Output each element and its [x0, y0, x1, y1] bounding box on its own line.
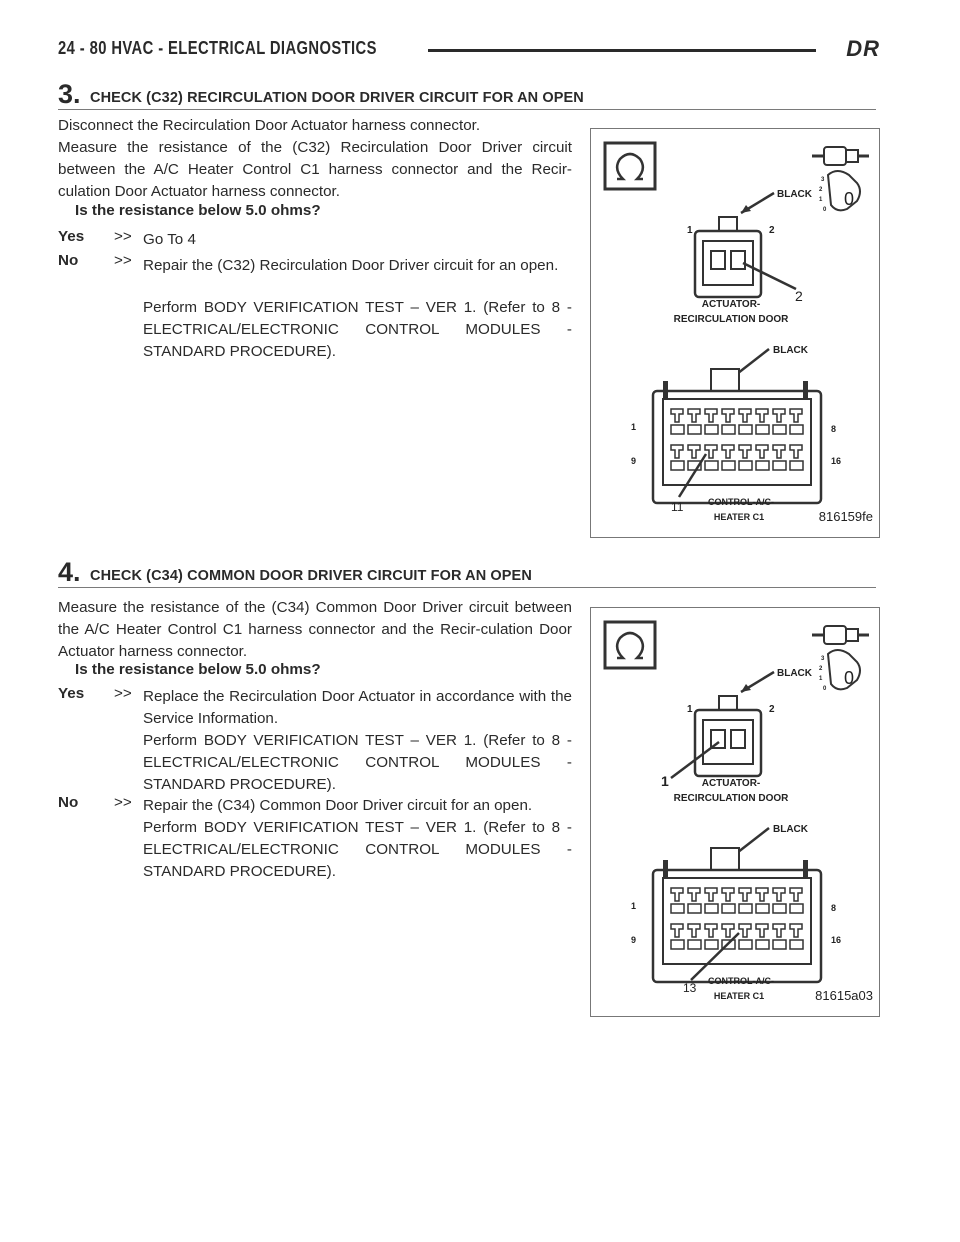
step-3-paragraph-2: Measure the resistance of the (C32) Recirculation Door Driver circuit between the A/C Heater Control C1 harness connector and the Recir-culation Door Actuator harness connector.: [58, 139, 572, 200]
connector-name: RECIRCULATION DOOR: [673, 793, 789, 804]
connector-plug-icon: [824, 626, 846, 644]
answer-arrow: >>: [114, 685, 132, 702]
page-title: 24 - 80 HVAC - ELECTRICAL DIAGNOSTICS: [58, 38, 377, 58]
terminal-cavity: [756, 461, 769, 470]
step-4-paragraph-1: Measure the resistance of the (C34) Common Door Driver circuit between the A/C Heater Control C1 harness connector and the Recir-culation Door Actuator harness connector.: [58, 599, 572, 660]
terminal-cavity: [773, 461, 786, 470]
pin-number: 1: [687, 704, 693, 715]
answer-text: Perform BODY VERIFICATION TEST – VER 1. (Refer to 8 - ELECTRICAL/ELECTRONIC CONTROL MODULES - STANDARD PROCEDURE).: [143, 299, 572, 360]
header-rule: [428, 49, 816, 52]
pin-number: 1: [631, 422, 637, 432]
brand-code: DR: [846, 36, 880, 61]
connector-name: ACTUATOR-: [701, 299, 761, 310]
connector-plug-icon-body: [846, 150, 858, 162]
connector-plug-icon: [824, 147, 846, 165]
answer-text: Replace the Recirculation Door Actuator in accordance with the Service Information.: [143, 688, 572, 727]
answer-arrow: >>: [114, 794, 132, 811]
terminal-cavity: [671, 461, 684, 470]
terminal-cavity: [773, 940, 786, 949]
pin-number: 9: [631, 456, 637, 466]
terminal-cavity: [688, 940, 701, 949]
control-connector-inner: [663, 878, 811, 964]
answer-yes-label: Yes: [58, 685, 85, 702]
control-latch: [711, 369, 739, 391]
probe-pin-label: 2: [795, 288, 803, 304]
step-number: 3.: [58, 79, 81, 109]
step-4-question: Is the resistance below 5.0 ohms?: [75, 661, 321, 678]
dial-digit: 2: [819, 187, 823, 193]
terminal-cavity: [688, 904, 701, 913]
control-latch: [711, 848, 739, 870]
wire-color-label: BLACK: [773, 345, 808, 356]
dial-digit: 1: [819, 676, 823, 682]
step-number: 4.: [58, 557, 81, 587]
dial-reading: 0: [843, 189, 855, 209]
connector-name: HEATER C1: [713, 991, 765, 1001]
terminal-cavity: [722, 904, 735, 913]
terminal-cavity: [756, 940, 769, 949]
actuator-latch: [719, 217, 737, 231]
dial-reading: 0: [843, 668, 855, 688]
connector-diagram: [591, 129, 879, 537]
control-peg: [663, 860, 668, 878]
terminal-cavity: [790, 425, 803, 434]
dial-digit: 0: [823, 207, 827, 213]
terminal-cavity: [756, 904, 769, 913]
answer-text: Go To 4: [143, 231, 196, 248]
answer-arrow: >>: [114, 228, 132, 245]
control-peg: [663, 381, 668, 399]
probe-pin-label: 13: [683, 981, 697, 995]
answer-yes-label: Yes: [58, 228, 85, 245]
step-3-heading: [58, 79, 876, 110]
figure-code: 81615a03: [815, 988, 873, 1003]
terminal-cavity: [722, 461, 735, 470]
ohm-meter-box: [605, 622, 655, 668]
figure-code: 816159fe: [818, 509, 873, 524]
page-header: [58, 38, 880, 68]
answer-text: Perform BODY VERIFICATION TEST – VER 1. (Refer to 8 - ELECTRICAL/ELECTRONIC CONTROL MODULES - STANDARD PROCEDURE).: [143, 819, 572, 880]
dial-digit: 3: [821, 656, 825, 662]
step-title: CHECK (C32) RECIRCULATION DOOR DRIVER CIRCUIT FOR AN OPEN: [90, 90, 584, 106]
figure-816159fe: [590, 128, 880, 538]
terminal-cavity: [671, 904, 684, 913]
answer-arrow: >>: [114, 252, 132, 269]
answer-no-label: No: [58, 252, 79, 269]
terminal-cavity: [773, 904, 786, 913]
wire-color-label: BLACK: [777, 668, 812, 679]
terminal-cavity: [705, 940, 718, 949]
terminal-cavity: [790, 940, 803, 949]
terminal-cavity: [705, 904, 718, 913]
wire-color-label: BLACK: [777, 189, 812, 200]
terminal-cavity: [739, 904, 752, 913]
terminal-cavity: [790, 461, 803, 470]
step-3-paragraph-1: Disconnect the Recirculation Door Actuator harness connector.: [58, 117, 481, 134]
dial-digit: 3: [821, 177, 825, 183]
pin-number: 9: [631, 935, 637, 945]
control-peg: [803, 381, 808, 399]
connector-name: RECIRCULATION DOOR: [673, 314, 789, 325]
pin-number: 1: [631, 901, 637, 911]
probe-pin-label: 1: [661, 773, 669, 789]
pin-number: 2: [769, 225, 775, 236]
actuator-terminal: [731, 251, 745, 269]
answer-text: Perform BODY VERIFICATION TEST – VER 1. (Refer to 8 - ELECTRICAL/ELECTRONIC CONTROL MODULES - STANDARD PROCEDURE).: [143, 732, 572, 793]
connector-name: HEATER C1: [713, 512, 765, 522]
probe-pin-label: 11: [671, 500, 684, 514]
control-connector-inner: [663, 399, 811, 485]
figure-81615a03: [590, 607, 880, 1017]
dial-digit: 0: [823, 686, 827, 692]
terminal-cavity: [671, 425, 684, 434]
control-peg: [803, 860, 808, 878]
actuator-terminal: [711, 251, 725, 269]
terminal-cavity: [790, 904, 803, 913]
pin-number: 8: [831, 903, 837, 913]
actuator-latch: [719, 696, 737, 710]
connector-name: CONTROL-A/C-: [708, 497, 774, 507]
terminal-cavity: [773, 425, 786, 434]
ohm-meter-box: [605, 143, 655, 189]
answer-text: Repair the (C32) Recirculation Door Driver circuit for an open.: [143, 257, 559, 274]
pin-number: 2: [769, 704, 775, 715]
dial-digit: 1: [819, 197, 823, 203]
actuator-terminal: [731, 730, 745, 748]
step-title: CHECK (C34) COMMON DOOR DRIVER CIRCUIT FOR AN OPEN: [90, 568, 532, 584]
step-3-question: Is the resistance below 5.0 ohms?: [75, 202, 321, 219]
step-4-heading: [58, 557, 876, 588]
wire-color-label: BLACK: [773, 824, 808, 835]
pin-number: 16: [831, 935, 842, 945]
terminal-cavity: [739, 425, 752, 434]
terminal-cavity: [756, 425, 769, 434]
answer-no-label: No: [58, 794, 79, 811]
terminal-cavity: [688, 425, 701, 434]
connector-name: ACTUATOR-: [701, 778, 761, 789]
connector-diagram: [591, 608, 879, 1016]
pin-number: 1: [687, 225, 693, 236]
answer-text: Repair the (C34) Common Door Driver circuit for an open.: [143, 797, 533, 814]
connector-plug-icon-body: [846, 629, 858, 641]
pin-number: 16: [831, 456, 842, 466]
terminal-cavity: [705, 425, 718, 434]
terminal-cavity: [671, 940, 684, 949]
terminal-cavity: [722, 425, 735, 434]
terminal-cavity: [739, 940, 752, 949]
connector-name: CONTROL-A/C-: [708, 976, 774, 986]
dial-digit: 2: [819, 666, 823, 672]
terminal-cavity: [705, 461, 718, 470]
pin-number: 8: [831, 424, 837, 434]
terminal-cavity: [739, 461, 752, 470]
